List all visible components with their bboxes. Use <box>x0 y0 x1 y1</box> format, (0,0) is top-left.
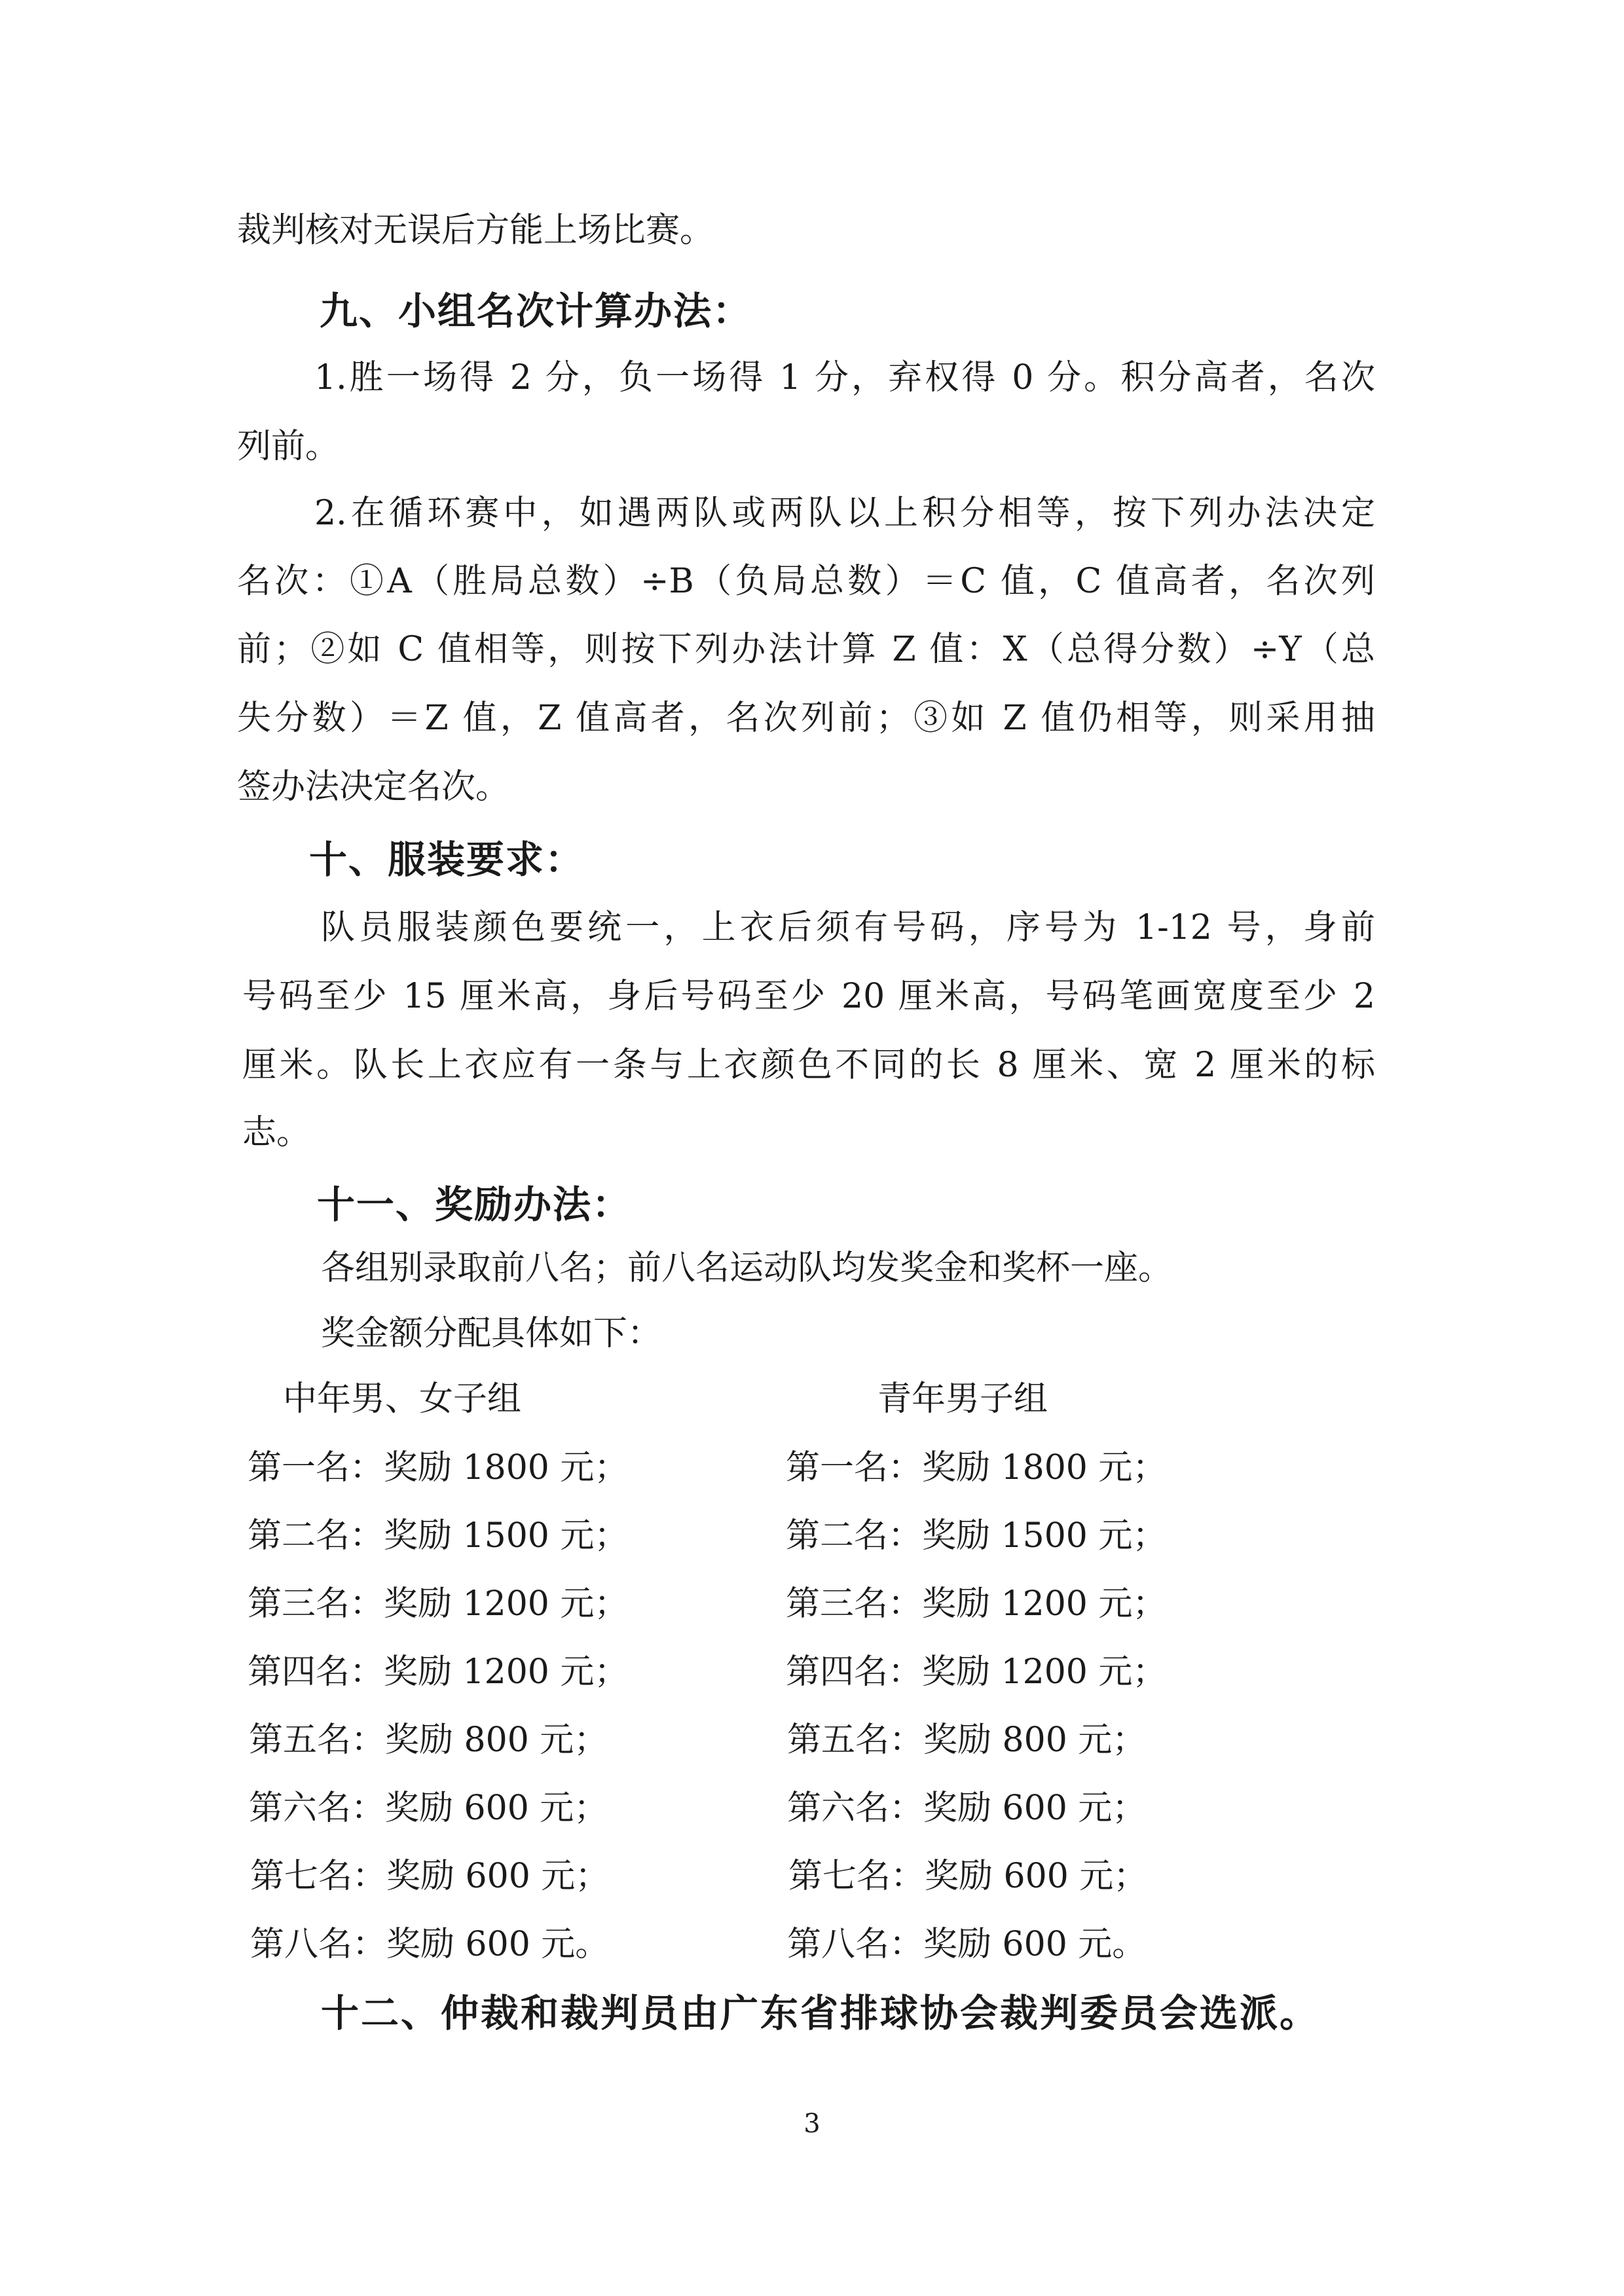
paragraph-line: 前；②如 C 值相等，则按下列办法计算 Z 值：X（总得分数）÷Y（总 <box>237 630 1375 669</box>
prize-item-right: 第三名：奖励 1200 元； <box>786 1584 1167 1624</box>
prize-item-right: 第二名：奖励 1500 元； <box>786 1516 1167 1556</box>
prize-item-left: 第六名：奖励 600 元； <box>249 1789 608 1828</box>
prize-item-right: 第一名：奖励 1800 元； <box>786 1448 1167 1487</box>
paragraph-line: 签办法决定名次。 <box>237 767 510 807</box>
prize-item-left: 第四名：奖励 1200 元； <box>248 1652 629 1692</box>
paragraph-line: 失分数）＝Z 值，Z 值高者，名次列前；③如 Z 值仍相等，则采用抽 <box>237 699 1375 738</box>
paragraph-line: 号码至少 15 厘米高，身后号码至少 20 厘米高，号码笔画宽度至少 2 <box>242 977 1375 1016</box>
paragraph-line: 厘米。队长上衣应有一条与上衣颜色不同的长 8 厘米、宽 2 厘米的标 <box>242 1046 1375 1085</box>
paragraph-line: 队员服装颜色要统一，上衣后须有号码，序号为 1-12 号，身前 <box>321 908 1375 947</box>
prize-item-left: 第三名：奖励 1200 元； <box>248 1584 629 1624</box>
paragraph-line: 奖金额分配具体如下： <box>321 1314 662 1353</box>
page-number: 3 <box>803 2109 821 2139</box>
prize-item-left: 第五名：奖励 800 元； <box>249 1721 608 1760</box>
paragraph-line: 1.胜一场得 2 分，负一场得 1 分，弃权得 0 分。积分高者，名次 <box>314 358 1375 397</box>
prize-item-left: 第七名：奖励 600 元； <box>250 1857 610 1896</box>
paragraph-line: 志。 <box>242 1113 311 1152</box>
prize-item-right: 第六名：奖励 600 元； <box>787 1789 1147 1828</box>
prize-group-title-right: 青年男子组 <box>877 1379 1048 1419</box>
section-heading-10: 十、服装要求： <box>309 837 585 882</box>
prize-item-left: 第八名：奖励 600 元。 <box>250 1925 610 1964</box>
paragraph-line: 裁判核对无误后方能上场比赛。 <box>237 211 714 250</box>
prize-group-title-left: 中年男、女子组 <box>283 1379 522 1419</box>
paragraph-line: 各组别录取前八名；前八名运动队均发奖金和奖杯一座。 <box>321 1248 1173 1288</box>
prize-item-left: 第一名：奖励 1800 元； <box>248 1448 629 1487</box>
section-heading-11: 十一、奖励办法： <box>317 1182 632 1227</box>
section-heading-9: 九、小组名次计算办法： <box>320 289 752 333</box>
prize-item-right: 第七名：奖励 600 元； <box>788 1857 1148 1896</box>
paragraph-line: 名次：①A（胜局总数）÷B（负局总数）＝C 值，C 值高者，名次列 <box>237 562 1375 601</box>
section-heading-12: 十二、仲裁和裁判员由广东省排球协会裁判委员会选派。 <box>321 1991 1320 2035</box>
paragraph-line: 2.在循环赛中，如遇两队或两队以上积分相等，按下列办法决定 <box>314 494 1375 533</box>
prize-item-left: 第二名：奖励 1500 元； <box>248 1516 629 1556</box>
prize-item-right: 第四名：奖励 1200 元； <box>786 1652 1167 1692</box>
prize-item-right: 第五名：奖励 800 元； <box>787 1721 1147 1760</box>
prize-item-right: 第八名：奖励 600 元。 <box>787 1925 1147 1964</box>
paragraph-line: 列前。 <box>237 427 340 466</box>
